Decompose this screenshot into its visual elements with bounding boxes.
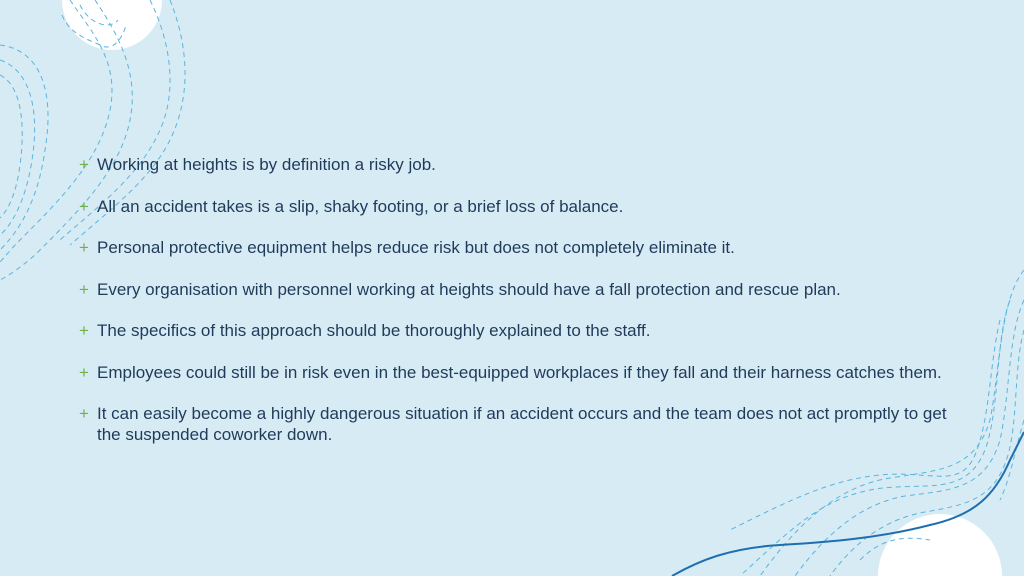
bullet-list xyxy=(79,154,959,466)
top-left-circle xyxy=(62,0,162,50)
bullet-item xyxy=(79,196,959,217)
plus-icon: + xyxy=(79,238,89,257)
bullet-text: Every organisation with personnel working at heights should have a fall protection and rescue plan. xyxy=(97,279,841,299)
plus-icon: + xyxy=(79,362,89,382)
bullet-item xyxy=(79,237,959,258)
bullet-text: It can easily become a highly dangerous situation if an accident occurs and the team does not act promptly to get the suspended coworker down. xyxy=(97,404,947,444)
bullet-text: All an accident takes is a slip, shaky footing, or a brief loss of balance. xyxy=(97,196,624,216)
bullet-item xyxy=(79,279,959,300)
bullet-text: Employees could still be in risk even in the best-equipped workplaces if they fall and their harness catches them. xyxy=(97,362,942,382)
bullet-text: Working at heights is by definition a risky job. xyxy=(97,155,436,174)
plus-icon: + xyxy=(79,155,89,174)
plus-icon: + xyxy=(79,196,89,216)
bullet-item xyxy=(79,320,959,341)
bullet-text: Personal protective equipment helps reduce risk but does not completely eliminate it. xyxy=(97,238,735,257)
bullet-item xyxy=(79,403,959,445)
bullet-text: The specifics of this approach should be thoroughly explained to the staff. xyxy=(97,321,651,340)
bullet-item xyxy=(79,362,959,383)
bullet-item xyxy=(79,154,959,175)
plus-icon: + xyxy=(79,279,89,299)
plus-icon: + xyxy=(79,321,89,340)
plus-icon: + xyxy=(79,404,89,423)
